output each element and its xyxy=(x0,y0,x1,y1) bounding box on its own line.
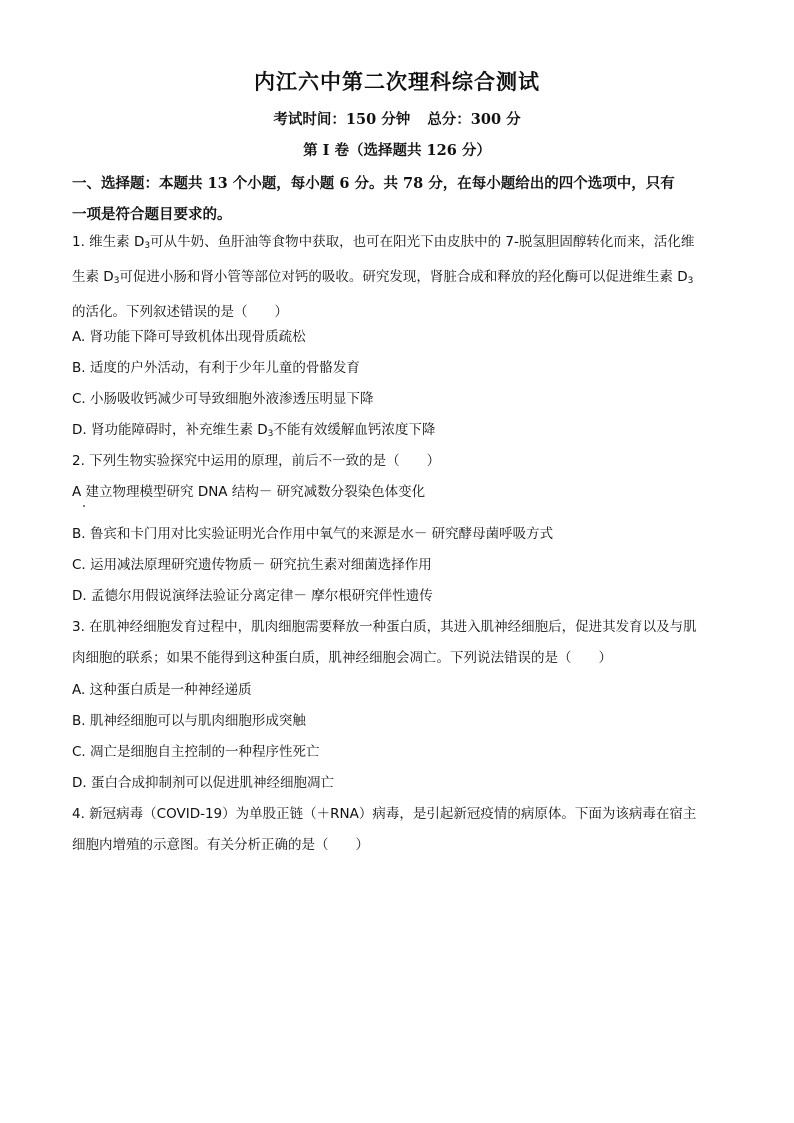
section-heading-line-1: 一、选择题：本题共 13 个小题，每小题 6 分。共 78 分，在每小题给出的四个选项中，只有 xyxy=(72,175,675,192)
question-2-option-c: C. 运用减法原理研究遗传物质－ 研究抗生素对细菌选择作用 xyxy=(72,557,432,573)
question-3-option-d: D. 蛋白合成抑制剂可以促进肌神经细胞凋亡 xyxy=(72,775,334,791)
exam-time: 考试时间：150 分钟 xyxy=(273,111,411,128)
total-score: 总分：300 分 xyxy=(427,111,521,128)
question-3-option-c: C. 凋亡是细胞自主控制的一种程序性死亡 xyxy=(72,744,320,760)
question-2-option-a: A 建立物理模型研究 DNA 结构－ 研究减数分裂染色体变化 xyxy=(72,484,426,500)
question-4-line-1: 4. 新冠病毒（COVID-19）为单股正链（＋RNA）病毒，是引起新冠疫情的病原体。下面为该病毒在宿主 xyxy=(72,806,697,822)
question-1-option-c: C. 小肠吸收钙减少可导致细胞外液渗透压明显下降 xyxy=(72,391,374,407)
page-title: 内江六中第二次理科综合测试 xyxy=(254,69,540,94)
section-heading xyxy=(72,168,722,230)
exam-meta xyxy=(0,108,794,129)
stray-dot xyxy=(83,505,85,507)
question-3-option-b: B. 肌神经细胞可以与肌肉细胞形成突触 xyxy=(72,713,306,729)
question-1-option-b: B. 适度的户外活动，有利于少年儿童的骨骼发育 xyxy=(72,360,360,376)
question-2-option-d: D. 孟德尔用假说演绎法验证分离定律－ 摩尔根研究伴性遗传 xyxy=(72,588,433,604)
question-4-stem xyxy=(72,799,722,861)
question-3-line-1: 3. 在肌神经细胞发育过程中，肌肉细胞需要释放一种蛋白质，其进入肌神经细胞后，促进其发育以及与肌 xyxy=(72,619,697,635)
question-2-option-b: B. 鲁宾和卡门用对比实验证明光合作用中氧气的来源是水－ 研究酵母菌呼吸方式 xyxy=(72,526,554,542)
question-3-stem xyxy=(72,612,722,674)
question-1-stem xyxy=(72,227,722,328)
question-1-line-1: 1. 维生素 $D_3$可从牛奶、鱼肝油等食物中获取，也可在阳光下由皮肤中的 7-脱氢胆固醇转化而来，活化维 xyxy=(72,234,695,251)
question-2-stem: 2. 下列生物实验探究中运用的原理，前后不一致的是（ ） xyxy=(72,453,441,469)
section-heading-line-2: 一项是符合题目要求的。 xyxy=(72,206,232,223)
question-1-line-3: 的活化。下列叙述错误的是（ ） xyxy=(72,304,288,320)
volume-heading: 第 I 卷（选择题共 126 分） xyxy=(303,142,491,159)
question-4-line-2: 细胞内增殖的示意图。有关分析正确的是（ ） xyxy=(72,837,369,853)
question-3-option-a: A. 这种蛋白质是一种神经递质 xyxy=(72,682,252,698)
question-1-option-d: D. 肾功能障碍时，补充维生素 $D_3$不能有效缓解血钙浓度下降 xyxy=(72,422,436,439)
question-1-option-a: A. 肾功能下降可导致机体出现骨质疏松 xyxy=(72,329,306,345)
question-3-line-2: 肉细胞的联系；如果不能得到这种蛋白质，肌神经细胞会凋亡。下列说法错误的是（ ） xyxy=(72,650,612,666)
question-1-line-2: 生素 $D_3$可促进小肠和肾小管等部位对钙的吸收。研究发现，肾脏合成和释放的羟化酶可以促进维生素 $D_3$ xyxy=(72,269,694,286)
